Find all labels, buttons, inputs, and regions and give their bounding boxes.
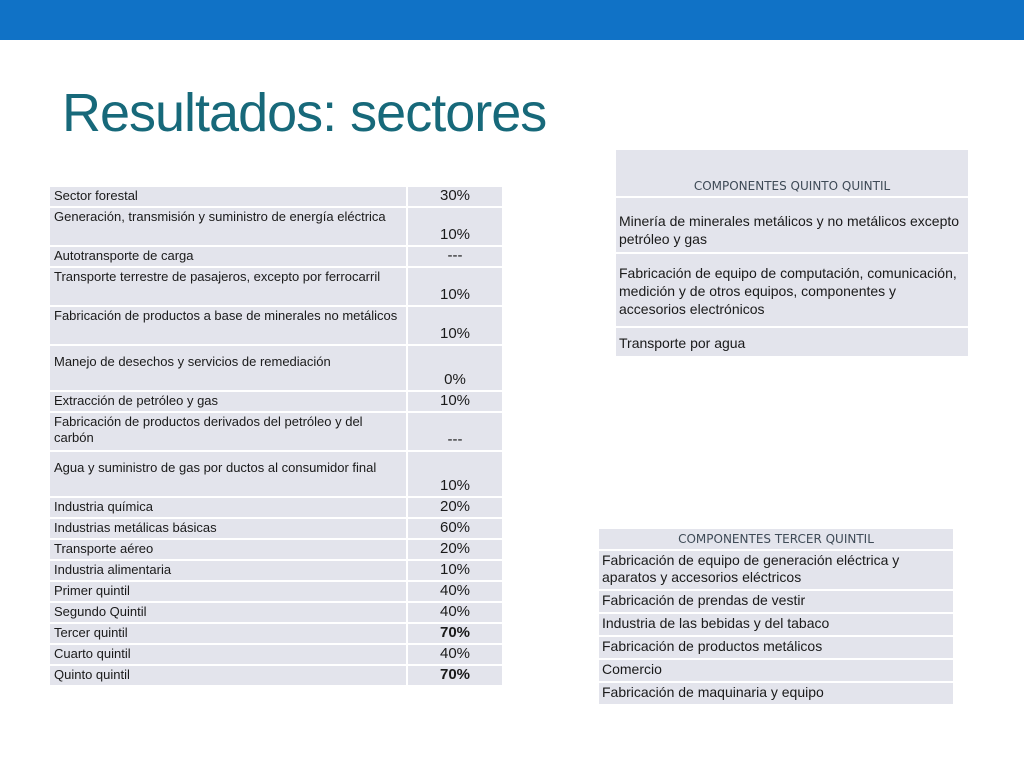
sector-name: Transporte aéreo bbox=[50, 540, 408, 561]
table-row bbox=[50, 561, 504, 582]
tercer-quintil-table bbox=[599, 529, 955, 706]
slide-title: Resultados: sectores bbox=[62, 83, 547, 143]
component-item: Fabricación de equipo de computación, comunicación, medición y de otros equipos, componentes y accesorios electrónicos bbox=[616, 254, 970, 328]
table-row bbox=[50, 247, 504, 268]
table-row bbox=[50, 187, 504, 208]
component-item: Fabricación de productos metálicos bbox=[599, 637, 955, 660]
sector-name: Industria alimentaria bbox=[50, 561, 408, 582]
table-row bbox=[50, 645, 504, 666]
table-row bbox=[599, 614, 955, 637]
component-item: Industria de las bebidas y del tabaco bbox=[599, 614, 955, 637]
sector-name: Fabricación de productos a base de minerales no metálicos bbox=[50, 307, 408, 346]
top-accent-bar bbox=[0, 0, 1024, 40]
table-header-row bbox=[599, 529, 955, 551]
table-row bbox=[599, 683, 955, 706]
table-row bbox=[50, 307, 504, 346]
table-row bbox=[50, 624, 504, 645]
table-header-row bbox=[616, 150, 970, 198]
table-row bbox=[599, 660, 955, 683]
sector-name: Transporte terrestre de pasajeros, excepto por ferrocarril bbox=[50, 268, 408, 307]
table-header: COMPONENTES QUINTO QUINTIL bbox=[616, 150, 970, 198]
sector-name: Tercer quintil bbox=[50, 624, 408, 645]
sector-name: Industrias metálicas básicas bbox=[50, 519, 408, 540]
sector-name: Cuarto quintil bbox=[50, 645, 408, 666]
sector-value: 0% bbox=[408, 346, 504, 392]
table-row bbox=[50, 582, 504, 603]
sector-value: 40% bbox=[408, 603, 504, 624]
table-row bbox=[50, 603, 504, 624]
sector-value: 30% bbox=[408, 187, 504, 208]
table-row bbox=[50, 519, 504, 540]
sector-value: 60% bbox=[408, 519, 504, 540]
table-row bbox=[616, 198, 970, 254]
sector-name: Sector forestal bbox=[50, 187, 408, 208]
sector-value: 10% bbox=[408, 268, 504, 307]
sector-value: 10% bbox=[408, 392, 504, 413]
table-row bbox=[599, 591, 955, 614]
table-row bbox=[599, 551, 955, 591]
sector-value: 20% bbox=[408, 540, 504, 561]
table-row bbox=[616, 254, 970, 328]
sector-value: 10% bbox=[408, 208, 504, 247]
sectors-table bbox=[50, 187, 504, 687]
table-row bbox=[616, 328, 970, 358]
table-row bbox=[50, 413, 504, 452]
sector-name: Industria química bbox=[50, 498, 408, 519]
table-row bbox=[50, 346, 504, 392]
table-header: COMPONENTES TERCER QUINTIL bbox=[599, 529, 955, 551]
component-item: Fabricación de maquinaria y equipo bbox=[599, 683, 955, 706]
sector-value: --- bbox=[408, 413, 504, 452]
sector-name: Fabricación de productos derivados del petróleo y del carbón bbox=[50, 413, 408, 452]
sector-value: --- bbox=[408, 247, 504, 268]
sector-name: Manejo de desechos y servicios de remediación bbox=[50, 346, 408, 392]
sector-name: Generación, transmisión y suministro de energía eléctrica bbox=[50, 208, 408, 247]
sector-value: 70% bbox=[408, 666, 504, 687]
sector-value: 40% bbox=[408, 582, 504, 603]
table-row bbox=[599, 637, 955, 660]
sector-name: Segundo Quintil bbox=[50, 603, 408, 624]
sector-name: Agua y suministro de gas por ductos al consumidor final bbox=[50, 452, 408, 498]
sector-value: 20% bbox=[408, 498, 504, 519]
table-row bbox=[50, 208, 504, 247]
sector-value: 10% bbox=[408, 307, 504, 346]
sector-value: 10% bbox=[408, 452, 504, 498]
component-item: Minería de minerales metálicos y no metálicos excepto petróleo y gas bbox=[616, 198, 970, 254]
sector-value: 10% bbox=[408, 561, 504, 582]
table-row bbox=[50, 392, 504, 413]
sector-value: 70% bbox=[408, 624, 504, 645]
quinto-quintil-table bbox=[616, 150, 970, 358]
component-item: Transporte por agua bbox=[616, 328, 970, 358]
table-row bbox=[50, 268, 504, 307]
sector-name: Extracción de petróleo y gas bbox=[50, 392, 408, 413]
component-item: Comercio bbox=[599, 660, 955, 683]
sector-name: Autotransporte de carga bbox=[50, 247, 408, 268]
table-row bbox=[50, 666, 504, 687]
table-row bbox=[50, 498, 504, 519]
sector-name: Quinto quintil bbox=[50, 666, 408, 687]
sector-name: Primer quintil bbox=[50, 582, 408, 603]
component-item: Fabricación de prendas de vestir bbox=[599, 591, 955, 614]
table-row bbox=[50, 540, 504, 561]
component-item: Fabricación de equipo de generación eléctrica y aparatos y accesorios eléctricos bbox=[599, 551, 955, 591]
table-row bbox=[50, 452, 504, 498]
sector-value: 40% bbox=[408, 645, 504, 666]
